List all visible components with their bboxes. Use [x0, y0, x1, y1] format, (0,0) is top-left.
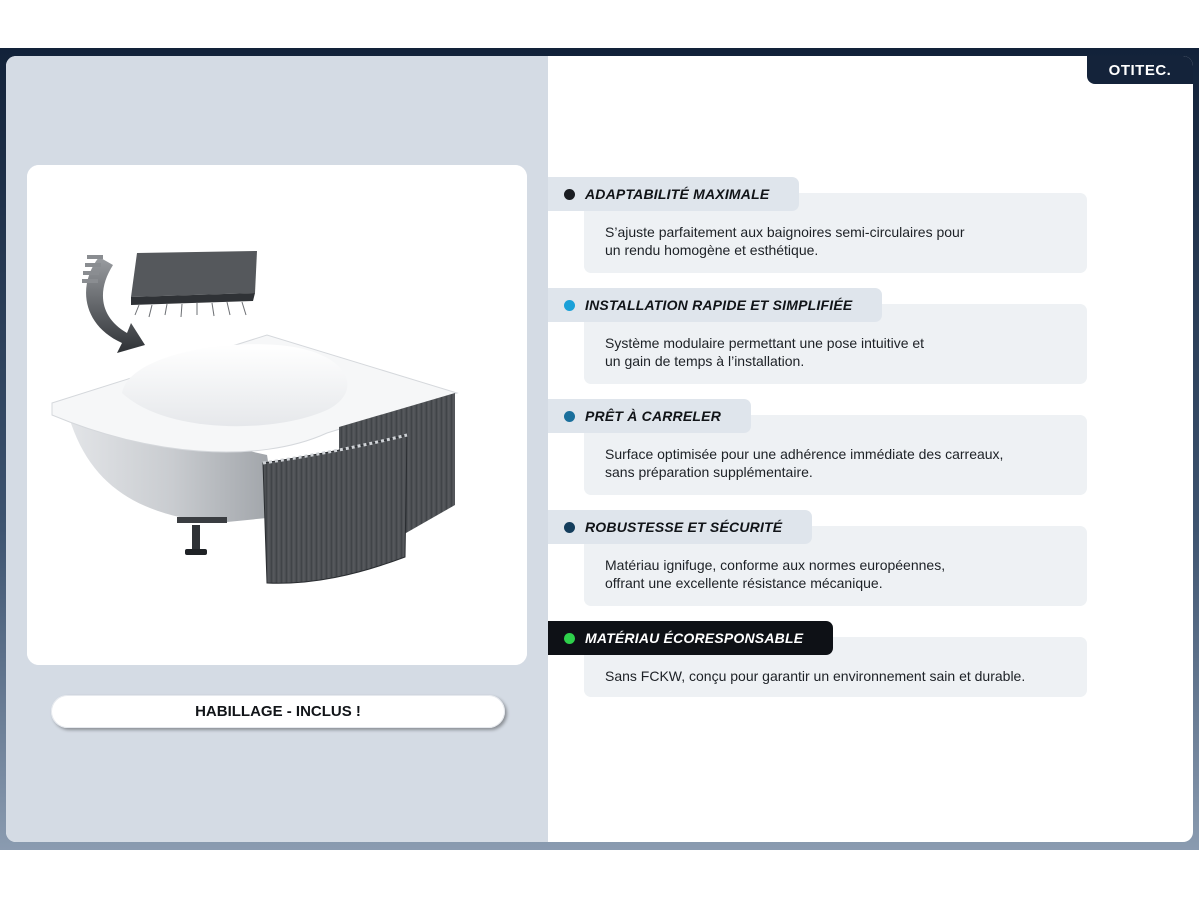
feature-installation [548, 288, 1088, 384]
description-line: un rendu homogène et esthétique. [605, 242, 819, 258]
feature-title [548, 177, 799, 211]
description-line: Matériau ignifuge, conforme aux normes européennes, [605, 557, 946, 573]
feature-title [548, 288, 882, 322]
page-frame [0, 48, 1199, 850]
feature-title-text: ROBUSTESSE ET SÉCURITÉ [585, 519, 783, 535]
feature-adaptability [548, 177, 1088, 273]
description-line: offrant une excellente résistance mécanique. [605, 575, 883, 591]
description-line: Sans FCKW, conçu pour garantir un environnement sain et durable. [605, 668, 1026, 684]
feature-robustness [548, 510, 1088, 606]
brand-logo: OTITEC. [1087, 56, 1193, 84]
feature-title-text: MATÉRIAU ÉCORESPONSABLE [585, 630, 804, 646]
bullet-dot-icon [564, 300, 575, 311]
bullet-dot-icon [564, 522, 575, 533]
description-line: S’ajuste parfaitement aux baignoires semi-circulaires pour [605, 224, 965, 240]
habillage-caption: HABILLAGE - INCLUS ! [51, 695, 505, 728]
feature-title [548, 510, 812, 544]
description-line: un gain de temps à l’installation. [605, 353, 805, 369]
bullet-dot-icon [564, 633, 575, 644]
bathtub-illustration [27, 165, 527, 665]
description-line: Surface optimisée pour une adhérence immédiate des carreaux, [605, 446, 1004, 462]
feature-title-text: INSTALLATION RAPIDE ET SIMPLIFIÉE [585, 297, 853, 313]
description-line: Système modulaire permettant une pose intuitive et [605, 335, 925, 351]
feature-title [548, 621, 833, 655]
bullet-dot-icon [564, 189, 575, 200]
content-card [6, 56, 1193, 842]
feature-eco-material [548, 621, 1088, 717]
feature-title [548, 399, 751, 433]
product-image [27, 165, 527, 665]
feature-title-text: ADAPTABILITÉ MAXIMALE [585, 186, 770, 202]
feature-title-text: PRÊT À CARRELER [585, 408, 722, 424]
product-pane [6, 56, 548, 842]
bullet-dot-icon [564, 411, 575, 422]
description-line: sans préparation supplémentaire. [605, 464, 813, 480]
feature-tiling-ready [548, 399, 1088, 495]
